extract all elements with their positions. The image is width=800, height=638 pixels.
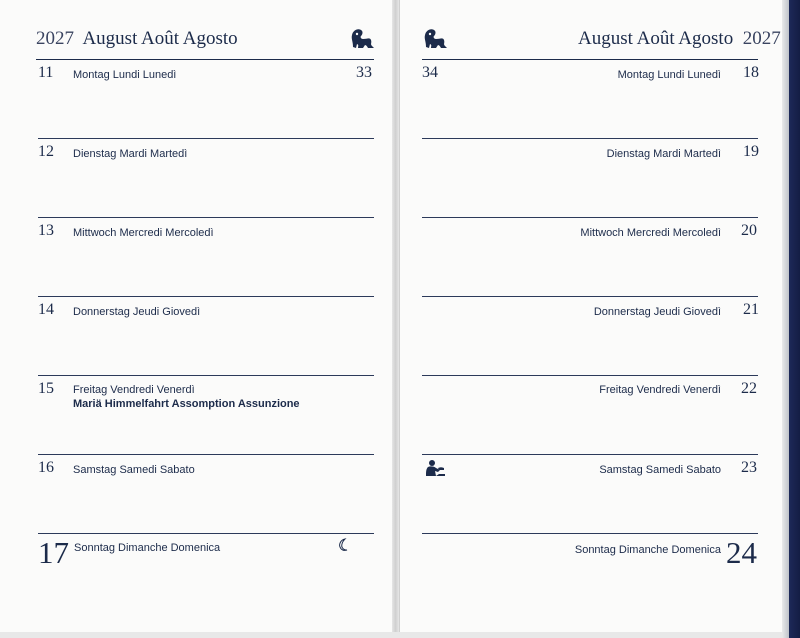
- day-divider: [38, 454, 374, 455]
- holiday-label: Mariä Himmelfahrt Assomption Assunzione: [73, 398, 300, 410]
- day-number: 22: [741, 380, 757, 397]
- day-name: Freitag Vendredi Venerdì: [599, 384, 721, 396]
- day-divider: [38, 138, 374, 139]
- spine-gutter: [392, 0, 399, 634]
- day-number: 14: [38, 301, 54, 318]
- page-block-edge: [782, 0, 789, 638]
- day-divider: [422, 533, 758, 534]
- day-number: 20: [741, 222, 757, 239]
- virgo-maiden-icon: [424, 459, 446, 477]
- day-number-sunday: 17: [38, 535, 69, 570]
- day-number: 23: [741, 459, 757, 476]
- day-divider: [422, 375, 758, 376]
- day-name: Mittwoch Mercredi Mercoledì: [580, 227, 721, 239]
- left-header-month: August Août Agosto: [82, 28, 238, 49]
- left-week-number: 33: [356, 64, 372, 81]
- right-week-number: 34: [422, 64, 438, 81]
- day-divider: [422, 217, 758, 218]
- day-name: Montag Lundi Lunedì: [617, 69, 721, 81]
- day-number: 18: [743, 64, 759, 81]
- day-number: 21: [743, 301, 759, 318]
- page-bottom-edge: [0, 632, 782, 638]
- right-page-header: [578, 28, 781, 50]
- day-name: Donnerstag Jeudi Giovedì: [73, 306, 201, 318]
- right-header-rule: [422, 59, 758, 60]
- right-page: [399, 0, 783, 634]
- day-divider: [38, 533, 374, 534]
- day-number: 13: [38, 222, 54, 239]
- day-divider: [422, 454, 758, 455]
- right-header-year: 2027: [742, 28, 781, 49]
- left-header-year: 2027: [36, 28, 74, 49]
- leo-lion-icon: [349, 27, 375, 49]
- day-name: Freitag Vendredi Venerdì: [73, 384, 195, 396]
- day-name: Mittwoch Mercredi Mercoledì: [73, 227, 214, 239]
- day-divider: [38, 296, 374, 297]
- day-divider: [422, 138, 758, 139]
- day-divider: [38, 217, 374, 218]
- day-divider: [38, 375, 374, 376]
- left-page: [0, 0, 393, 634]
- left-page-header: [36, 28, 238, 50]
- day-number: 15: [38, 380, 54, 397]
- day-divider: [422, 296, 758, 297]
- leo-lion-icon: [422, 27, 448, 49]
- right-header-month: August Août Agosto: [578, 28, 734, 49]
- day-name: Samstag Samedi Sabato: [599, 464, 721, 476]
- day-name: Sonntag Dimanche Domenica: [74, 542, 221, 554]
- day-name: Montag Lundi Lunedì: [73, 69, 177, 81]
- crescent-moon-icon: [337, 538, 349, 552]
- day-number: 11: [38, 64, 54, 81]
- day-name: Dienstag Mardi Martedì: [73, 148, 188, 160]
- left-header-rule: [36, 59, 374, 60]
- day-name: Sonntag Dimanche Domenica: [574, 544, 721, 556]
- day-name: Donnerstag Jeudi Giovedì: [593, 306, 721, 318]
- day-number: 19: [743, 143, 759, 160]
- day-name: Samstag Samedi Sabato: [73, 464, 195, 476]
- day-name: Dienstag Mardi Martedì: [606, 148, 721, 160]
- day-number: 16: [38, 459, 54, 476]
- day-number: 12: [38, 143, 54, 160]
- day-number-sunday: 24: [726, 535, 757, 570]
